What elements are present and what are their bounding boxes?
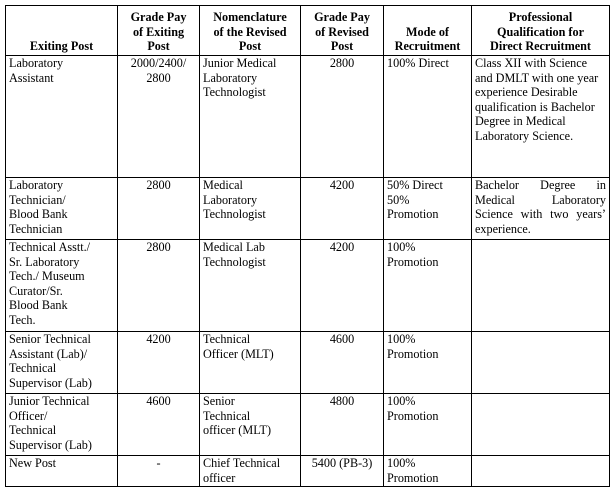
- cell-mode: 100% Promotion: [384, 456, 472, 487]
- header-qualification: Professional Qualification for Direct Recruitment: [472, 6, 610, 56]
- cell-revised-post: Senior Technical officer (MLT): [200, 394, 301, 456]
- table-row: [6, 456, 610, 487]
- cell-revised-post: Technical Officer (MLT): [200, 332, 301, 394]
- cell-grade-pay-revised: 5400 (PB-3): [301, 456, 384, 487]
- cell-mode: 100% Promotion: [384, 394, 472, 456]
- cell-revised-post: Junior Medical Laboratory Technologist: [200, 56, 301, 178]
- cell-mode: 100% Promotion: [384, 240, 472, 332]
- header-grade-pay-existing: Grade Pay of Exiting Post: [118, 6, 200, 56]
- cell-existing-post: New Post: [6, 456, 118, 487]
- table-row: [6, 332, 610, 394]
- cell-grade-pay-existing: 4200: [118, 332, 200, 394]
- cell-qualification: Class XII with Science and DMLT with one year experience Desirable qualification is Bachelor Degree in Medical Laboratory Science.: [472, 56, 610, 178]
- cell-grade-pay-existing: 4600: [118, 394, 200, 456]
- cell-grade-pay-revised: 4600: [301, 332, 384, 394]
- cell-existing-post: Junior Technical Officer/ Technical Supervisor (Lab): [6, 394, 118, 456]
- cell-revised-post: Chief Technical officer: [200, 456, 301, 487]
- header-existing-post: Exiting Post: [6, 6, 118, 56]
- cell-revised-post: Medical Lab Technologist: [200, 240, 301, 332]
- cell-grade-pay-existing: 2800: [118, 240, 200, 332]
- header-grade-pay-revised: Grade Pay of Revised Post: [301, 6, 384, 56]
- cell-qualification: [472, 332, 610, 394]
- recruitment-table: [5, 5, 610, 487]
- header-row: [6, 6, 610, 56]
- cell-qualification: [472, 240, 610, 332]
- cell-grade-pay-revised: 4200: [301, 240, 384, 332]
- header-revised-post: Nomenclature of the Revised Post: [200, 6, 301, 56]
- cell-mode: 100% Promotion: [384, 332, 472, 394]
- cell-qualification: Bachelor Degree in Medical Laboratory Science with two years’ experience.: [472, 178, 610, 240]
- cell-existing-post: Senior Technical Assistant (Lab)/ Technical Supervisor (Lab): [6, 332, 118, 394]
- cell-existing-post: Laboratory Assistant: [6, 56, 118, 178]
- table-row: [6, 56, 610, 178]
- cell-mode: 100% Direct: [384, 56, 472, 178]
- cell-grade-pay-existing: 2800: [118, 178, 200, 240]
- cell-mode: 50% Direct 50% Promotion: [384, 178, 472, 240]
- header-mode-of-recruitment: Mode of Recruitment: [384, 6, 472, 56]
- cell-grade-pay-revised: 4200: [301, 178, 384, 240]
- cell-grade-pay-existing: -: [118, 456, 200, 487]
- cell-qualification: [472, 456, 610, 487]
- table-row: [6, 240, 610, 332]
- cell-existing-post: Laboratory Technician/ Blood Bank Technician: [6, 178, 118, 240]
- cell-qualification: [472, 394, 610, 456]
- cell-grade-pay-revised: 4800: [301, 394, 384, 456]
- cell-existing-post: Technical Asstt./ Sr. Laboratory Tech./ Museum Curator/Sr. Blood Bank Tech.: [6, 240, 118, 332]
- table-row: [6, 394, 610, 456]
- cell-revised-post: Medical Laboratory Technologist: [200, 178, 301, 240]
- cell-grade-pay-existing: 2000/2400/ 2800: [118, 56, 200, 178]
- cell-grade-pay-revised: 2800: [301, 56, 384, 178]
- table-row: [6, 178, 610, 240]
